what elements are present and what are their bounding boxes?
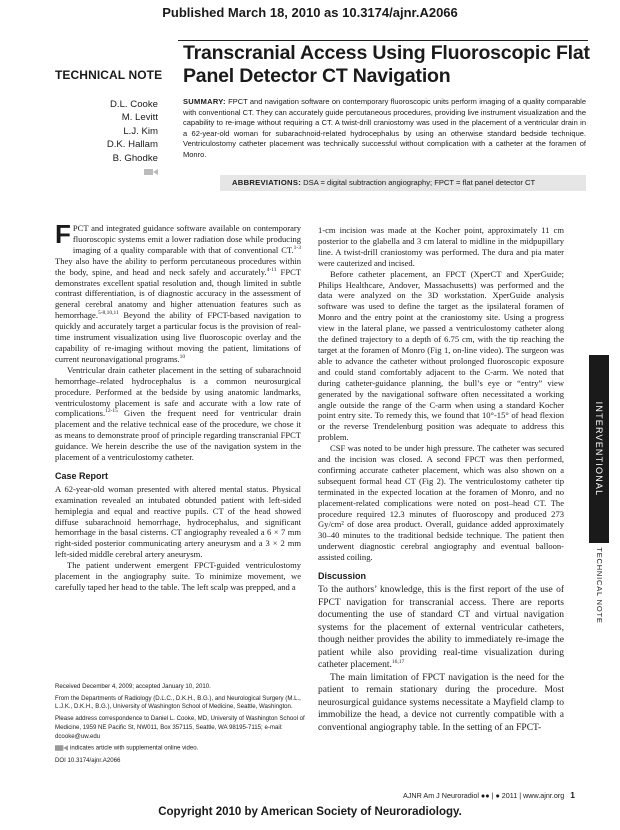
copyright-line: Copyright 2010 by American Society of Neuroradiology. — [158, 806, 462, 818]
author-list — [40, 98, 158, 180]
publication-banner: Published March 18, 2010 as 10.3174/ajnr.A2066 — [162, 5, 458, 20]
summary-text: FPCT and navigation software on contemporary fluoroscopic units perform imaging of a quality comparable with conventional CT. They can accurately guide percutaneous procedures, providing live instrument visualization and the capability to re-image without requiring a CT. A twist-drill craniostomy was used in the placement of a ventricular drain in a 62-year-old woman for subarachnoid-related hydrocephalus by using an otherwise standard bedside technique. Ventriculostomy catheter placement was technically successful without complication with a catheter at the foramen of Monro. — [183, 97, 586, 159]
article-title: Transcranial Access Using Fluoroscopic Flat Panel Detector CT Navigation — [183, 42, 590, 87]
right-column — [318, 225, 564, 734]
summary-label: SUMMARY: — [183, 97, 226, 106]
video-camera-icon — [55, 744, 68, 752]
discussion-paragraph: To the authors’ knowledge, this is the first report of the use of FPCT navigation for transcranial access. There are reports documenting the use of standard CT and virtual navigation systems for the placement of external ventricular catheters, though neither provides the ability to immediately re-image the patient while also providing real-time visualization during catheter placement.$^{16,17}$ — [318, 585, 564, 670]
page-number: 1 — [570, 790, 575, 800]
author: B. Ghodke — [112, 152, 158, 164]
case-paragraph-2: The patient underwent emergent FPCT-guided ventriculostomy placement in the angiography suite. To minimize movement, we carefully taped her head to the table. The left scalp was prepped, and a — [55, 560, 301, 592]
case-paragraph-4: Before catheter placement, an FPCT (XperCT and XperGuide; Philips Healthcare, Andover, Massachusetts) was performed and the data were analyzed on the 3D workstation. XperGuide analysis software was used to define the target as the ipsilateral foramen of Monro and the entry point at the craniostomy site. Using a progress view in the lateral plane, we passed a ventriculostomy catheter along the defined trajectory to a depth of 6.75 cm, with the tip reaching the target at the foramen of Monro (Fig 1, on-line video). The surgeon was able to advance the catheter without prolonged fluoroscopic exposure and could stand comfortably adjacent to the C-arm. We noted that during catheter-guidance planning, the bull’s eye or “entry” view generated by the navigational software often necessitated a working angle outside the range of the C-arm when using a standard Kocher point entry site. To remedy this, we found that 10°-15° of head flexion or the reverse Trendelenburg position was adequate to address this problem. — [318, 268, 564, 443]
case-paragraph: A 62-year-old woman presented with altered mental status. Physical examination revealed an intubated obtunded patient with left-sided hemiplegia and equal and reactive pupils. CT of the head showed diffuse subarachnoid hemorrhage, hydrocephalus, and significant hemorrhage in the basal cisterns. CT angiography revealed a 6 × 7 mm right-sided posterior communicating artery aneurysm and a 3 × 2 mm left-sided middle cerebral artery aneurysm. — [55, 483, 301, 560]
case-paragraph-5: CSF was noted to be under high pressure. The catheter was secured and the incision was closed. A second FPCT was then performed, confirming accurate catheter placement, which was also shown on a subsequent formal head CT (Fig 2). The ventriculostomy catheter tip terminated in the expected location at the foramen of Monro, and no placement-related complications were noted on post–head CT. The procedure required 12.3 minutes of fluoroscopy and produced 273 Gy/cm² of dose area product. Overall, guidance added approximately 30–40 minutes to the traditional bedside technique. The patient then underwent diagnostic cerebral angiography and eventual balloon-assisted coiling. — [318, 443, 564, 563]
abbreviations-box — [220, 175, 586, 191]
journal-citation: AJNR Am J Neuroradiol ●● | ● 2011 | www.ajnr.org — [403, 791, 565, 800]
abbreviations-text: DSA = digital subtraction angiography; FPCT = flat panel detector CT — [303, 178, 536, 187]
left-column — [55, 219, 301, 593]
affiliation-note: From the Departments of Radiology (D.L.C., D.K.H., B.G.), and Neurological Surgery (M.L., L.J.K., D.K.H., B.G.), University of Washington School of Medicine, Seattle, Washington. — [55, 694, 301, 711]
case-report-heading: Case Report — [55, 470, 109, 481]
footnotes — [55, 683, 305, 768]
author: L.J. Kim — [123, 125, 158, 137]
discussion-paragraph-2: The main limitation of FPCT navigation is the need for the patient to remain stationary during the procedure. Most neurosurgical guidance systems necessitate a Mayfield clamp to immobilize the head, a device not currently compatible with a conventional angiography table. In the setting of an FPCT- — [318, 672, 564, 733]
drop-cap: F — [55, 219, 71, 249]
intro-paragraph-2: Ventricular drain catheter placement in the setting of subarachnoid hemorrhage–related hydrocephalus is a common neurosurgical procedure. Performed at the bedside by using anatomic landmarks, ventriculostomy placement is safe and accurate with a low rate of complications.$^{12-15}$ Given the frequent need for ventricular drain placement and the relative technical ease of the procedure, we chose it as means to demonstrate proof of principle regarding transcranial FPCT guidance. We herein describe the use of the navigation system in the placement of a ventriculostomy catheter. — [55, 364, 301, 463]
video-camera-icon — [144, 168, 158, 176]
section-side-tab: INTERVENTIONAL — [589, 355, 609, 543]
video-note: indicates article with supplemental online video. — [55, 744, 305, 753]
section-label: TECHNICAL NOTE — [55, 68, 163, 82]
discussion-heading: Discussion — [318, 571, 367, 582]
author: M. Levitt — [121, 112, 158, 124]
abstract-summary — [183, 97, 586, 161]
abbreviations-label: ABBREVIATIONS: — [232, 178, 302, 187]
case-paragraph-3: 1-cm incision was made at the Kocher point, approximately 11 cm posterior to the glabella and 3 cm lateral to midline in the midpupillary line. A twist-drill craniostomy was performed. The dura and pia mater were cauterized and incised. — [318, 225, 564, 268]
received-note: Received December 4, 2009; accepted January 10, 2010. — [55, 683, 211, 690]
author: D.K. Hallam — [106, 139, 158, 151]
author: D.L. Cooke — [110, 99, 158, 110]
correspondence-note: Please address correspondence to Daniel L. Cooke, MD, University of Washington School of Medicine, 1959 NE Pacific St, NW011, Box 357115, Seattle, WA 98195-7115; e-mail: dcooke@uw.edu — [55, 715, 305, 740]
intro-paragraph: FPCT and integrated guidance software available on contemporary fluoroscopic systems emit a lower radiation dose while producing imaging of a quality comparable with that of conventional CT.$^{1-3}$ They also have the ability to perform percutaneous procedures within the body, spine, and head and neck safely and accurately.$^{4-11}$ FPCT demonstrates excellent spatial resolution and, though limited in subtle contrast differentiation, is of diagnostic accuracy in the assessment of general cerebral anatomy and higher attenuation features such as hemorrhage.$^{5-8,10,11}$ Beyond the ability of FPCT-based navigation to quickly and accurately target a particular focus is the provision of real-time instrument visualization using live fluoroscopic overlay and the capability of re-imaging without moving the patient, limitations of current neuronavigational programs.$^{10}$ — [55, 219, 301, 364]
top-rule — [178, 40, 588, 41]
page-footer — [385, 790, 575, 800]
article-type-side-label: TECHNICAL NOTE — [595, 547, 604, 624]
doi-note: DOI 10.3174/ajnr.A2066 — [55, 756, 121, 764]
